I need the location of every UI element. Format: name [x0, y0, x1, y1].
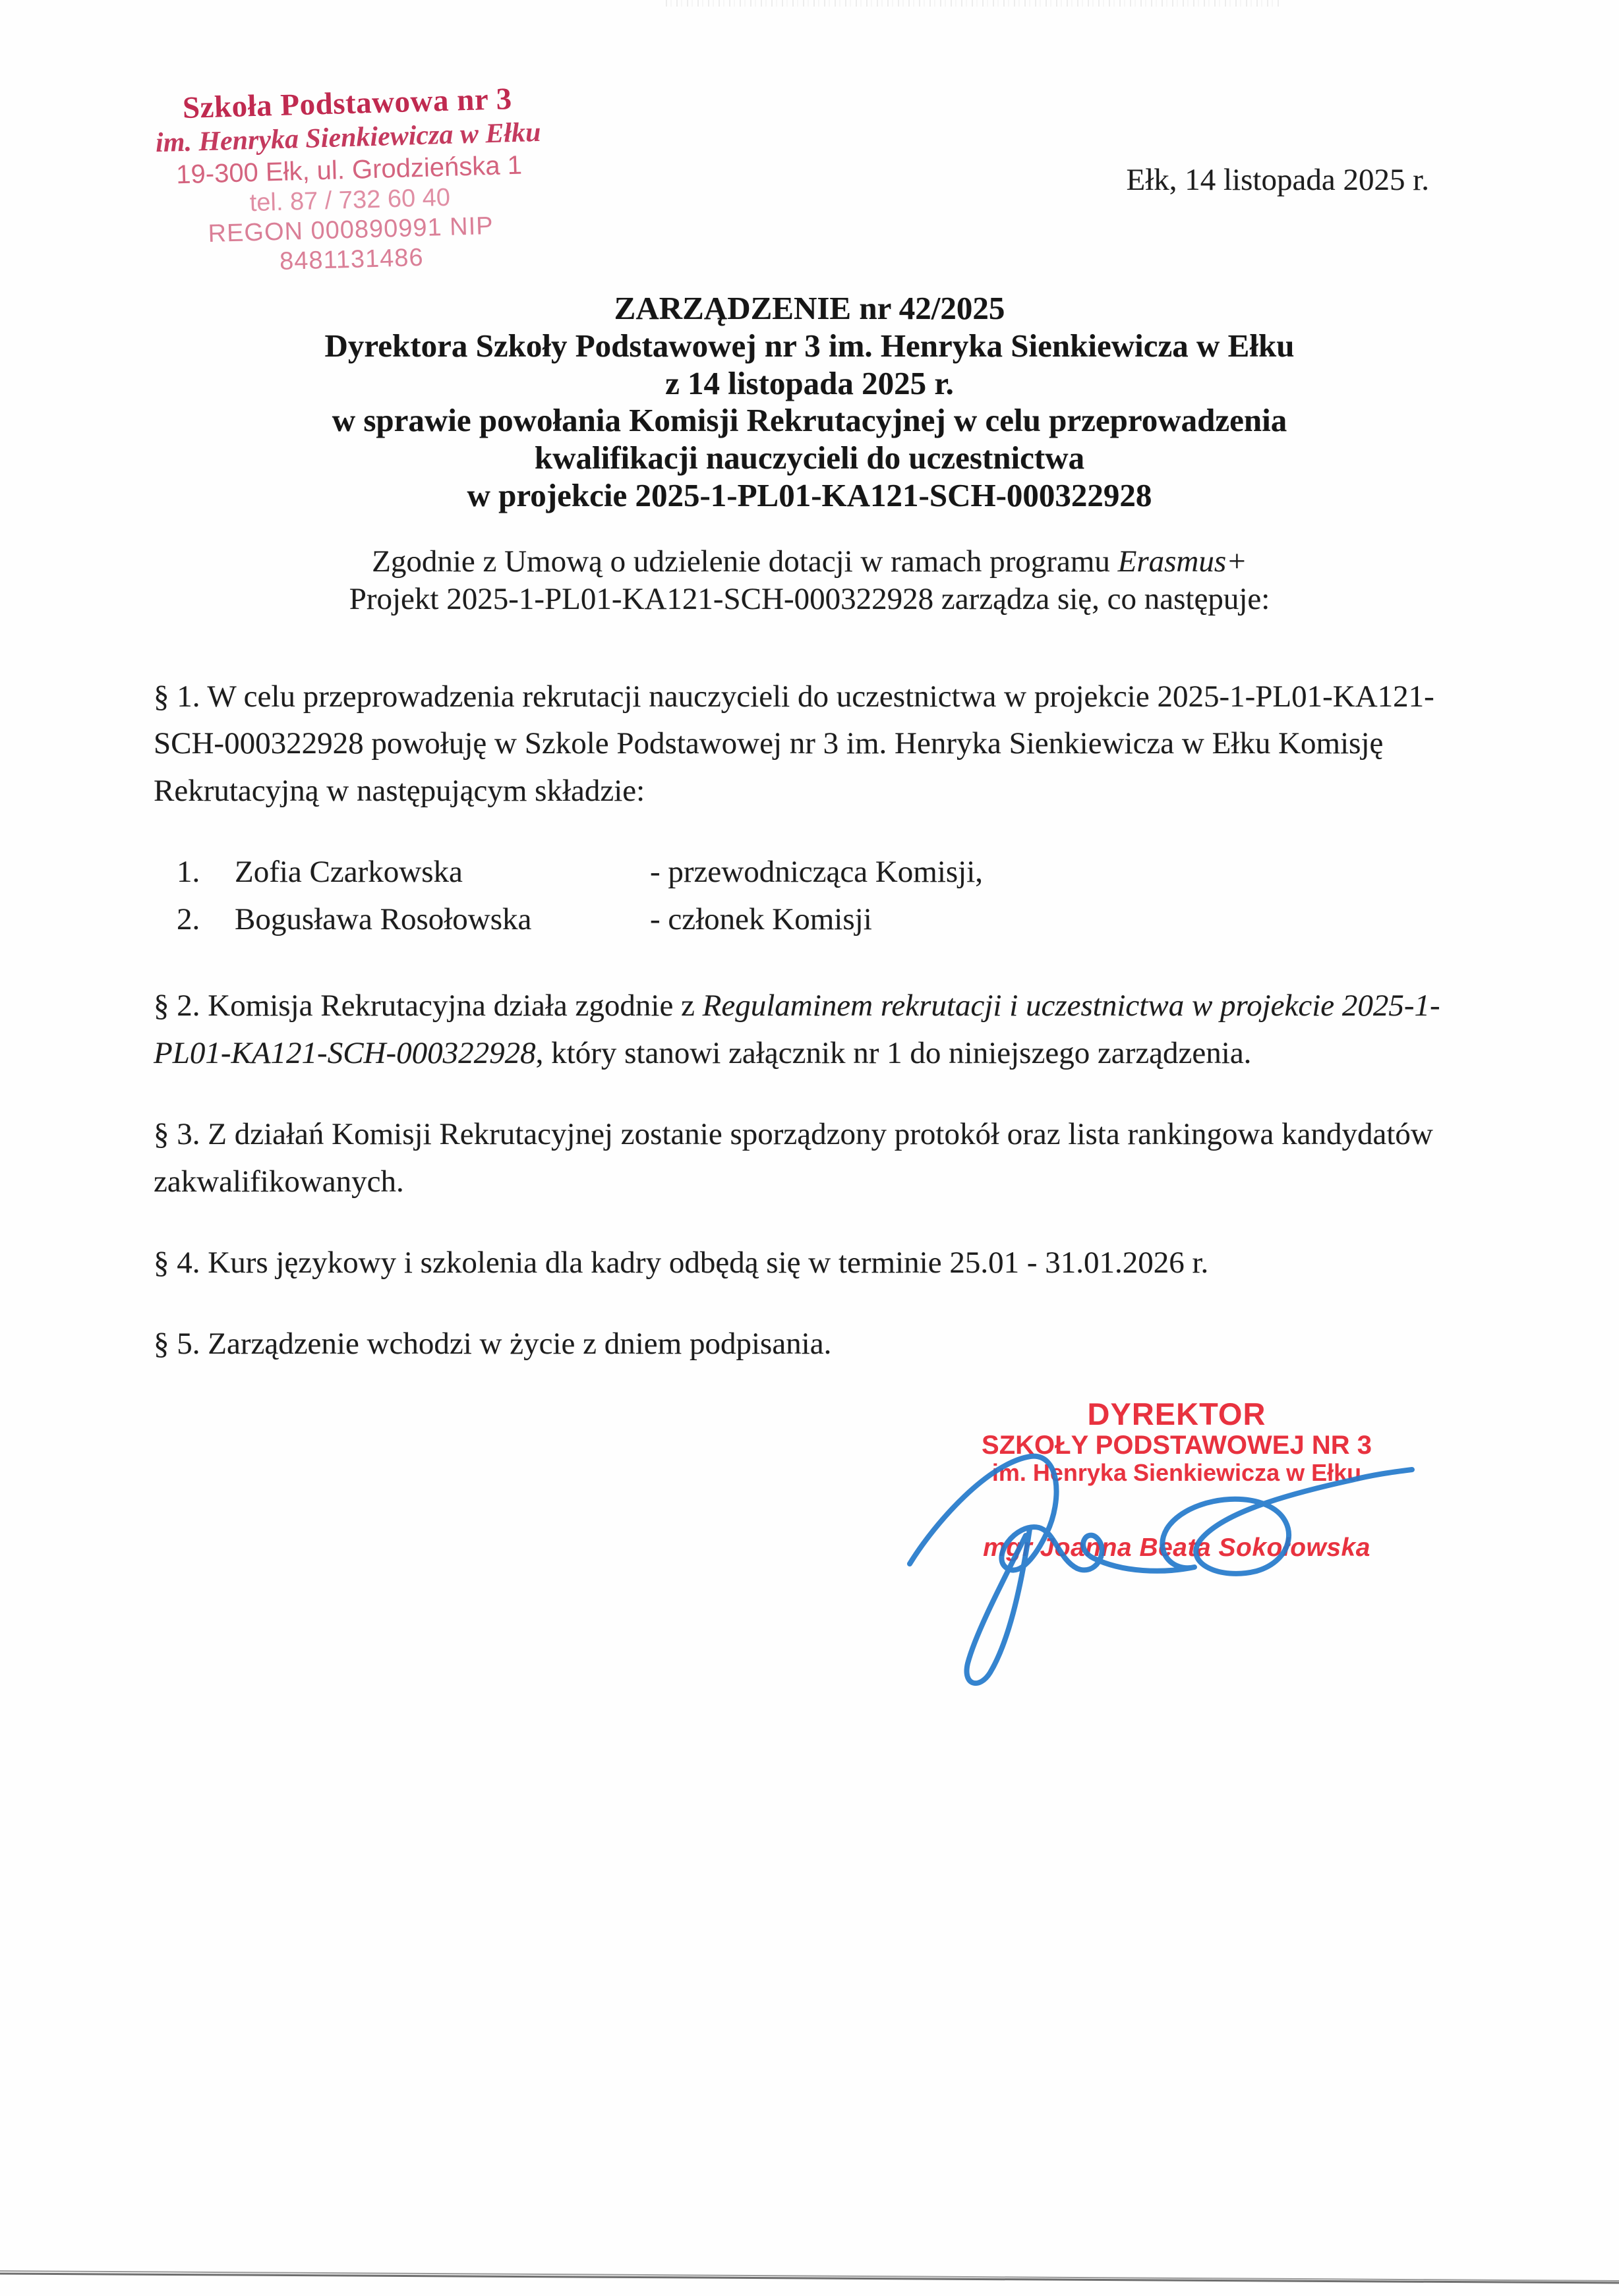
director-stamp-patron: im. Henryka Sienkiewicza w Ełku	[991, 1459, 1362, 1486]
committee-row	[154, 896, 1467, 943]
intro-erasmus-italic: Erasmus+	[1117, 544, 1247, 579]
scan-noise-artifact	[666, 0, 1279, 7]
section-2-pre: § 2. Komisja Rekrutacyjna działa zgodnie z	[154, 989, 703, 1023]
intro-line-2: Projekt 2025-1-PL01-KA121-SCH-000322928 zarządza się, co następuje:	[349, 582, 1270, 617]
section-3-paragraph: § 3. Z działań Komisji Rekrutacyjnej zostanie sporządzony protokół oraz lista rankingowa kandydatów zakwalifikowanych.	[154, 1117, 1433, 1199]
committee-2-number: 2.	[177, 902, 200, 936]
section-2-post: , który stanowi załącznik nr 1 do niniejszego zarządzenia.	[535, 1035, 1252, 1070]
stamp-school-name: Szkoła Podstawowa nr 3	[182, 82, 513, 126]
stamp-school-address: 19-300 Ełk, ul. Grodzieńska 1	[175, 150, 523, 190]
committee-1-name: Zofia Czarkowska	[235, 855, 463, 890]
committee-2-name: Bogusława Rosołowska	[235, 902, 532, 936]
stamp-school-phone: tel. 87 / 732 60 40	[249, 183, 451, 217]
director-stamp-school: SZKOŁY PODSTAWOWEJ NR 3	[982, 1431, 1372, 1460]
intro-line-1	[154, 543, 1465, 581]
title-line-6: w projekcie 2025-1-PL01-KA121-SCH-000322928	[467, 477, 1152, 514]
director-stamp-title: DYREKTOR	[1087, 1396, 1266, 1431]
title-line-1: ZARZĄDZENIE nr 42/2025	[614, 290, 1005, 326]
dateline: Ełk, 14 listopada 2025 r.	[1126, 163, 1429, 197]
stamp-school-regon-nip: REGON 000890991 NIP 8481131486	[208, 212, 494, 275]
school-ink-stamp	[129, 80, 570, 281]
title-line-5: kwalifikacji nauczycieli do uczestnictwa	[534, 440, 1085, 476]
intro-paragraph	[154, 543, 1465, 619]
committee-1-role: - przewodnicząca Komisji,	[650, 855, 984, 890]
section-1-paragraph: § 1. W celu przeprowadzenia rekrutacji nauczycieli do uczestnictwa w projekcie 2025-1-PL01-KA121-SCH-000322928 powołuję w Szkole Podstawowej nr 3 im. Henryka Sienkiewicza w Ełku Komisję Rekrutacyjną w następującym składzie:	[154, 679, 1434, 808]
committee-row	[154, 849, 1467, 896]
document-title	[0, 290, 1619, 515]
committee-2-role: - członek Komisji	[650, 902, 872, 936]
document-body	[154, 674, 1467, 1402]
stamp-school-patron: im. Henryka Sienkiewicza w Ełku	[155, 117, 542, 159]
section-2-paragraph	[154, 983, 1467, 1077]
section-4-paragraph: § 4. Kurs językowy i szkolenia dla kadry odbędą się w terminie 25.01 - 31.01.2026 r.	[154, 1245, 1209, 1280]
scan-edge-line	[0, 2256, 1619, 2296]
handwritten-signature	[890, 1422, 1424, 1699]
intro-line-1-text: Zgodnie z Umową o udzielenie dotacji w ramach programu	[372, 544, 1118, 579]
committee-list	[154, 849, 1467, 943]
title-line-4: w sprawie powołania Komisji Rekrutacyjnej w celu przeprowadzenia	[332, 402, 1287, 439]
section-5-paragraph: § 5. Zarządzenie wchodzi w życie z dniem podpisania.	[154, 1327, 832, 1362]
title-line-3: z 14 listopada 2025 r.	[665, 364, 954, 401]
director-stamp-name: mgr Joanna Beata Sokołowska	[983, 1534, 1370, 1562]
committee-1-number: 1.	[177, 855, 200, 890]
section-2-regulation-italic: Regulaminem rekrutacji i uczestnictwa w projekcie 2025-1-PL01-KA121-SCH-000322928	[154, 989, 1440, 1070]
title-line-2: Dyrektora Szkoły Podstawowej nr 3 im. Henryka Sienkiewicza w Ełku	[324, 327, 1295, 364]
